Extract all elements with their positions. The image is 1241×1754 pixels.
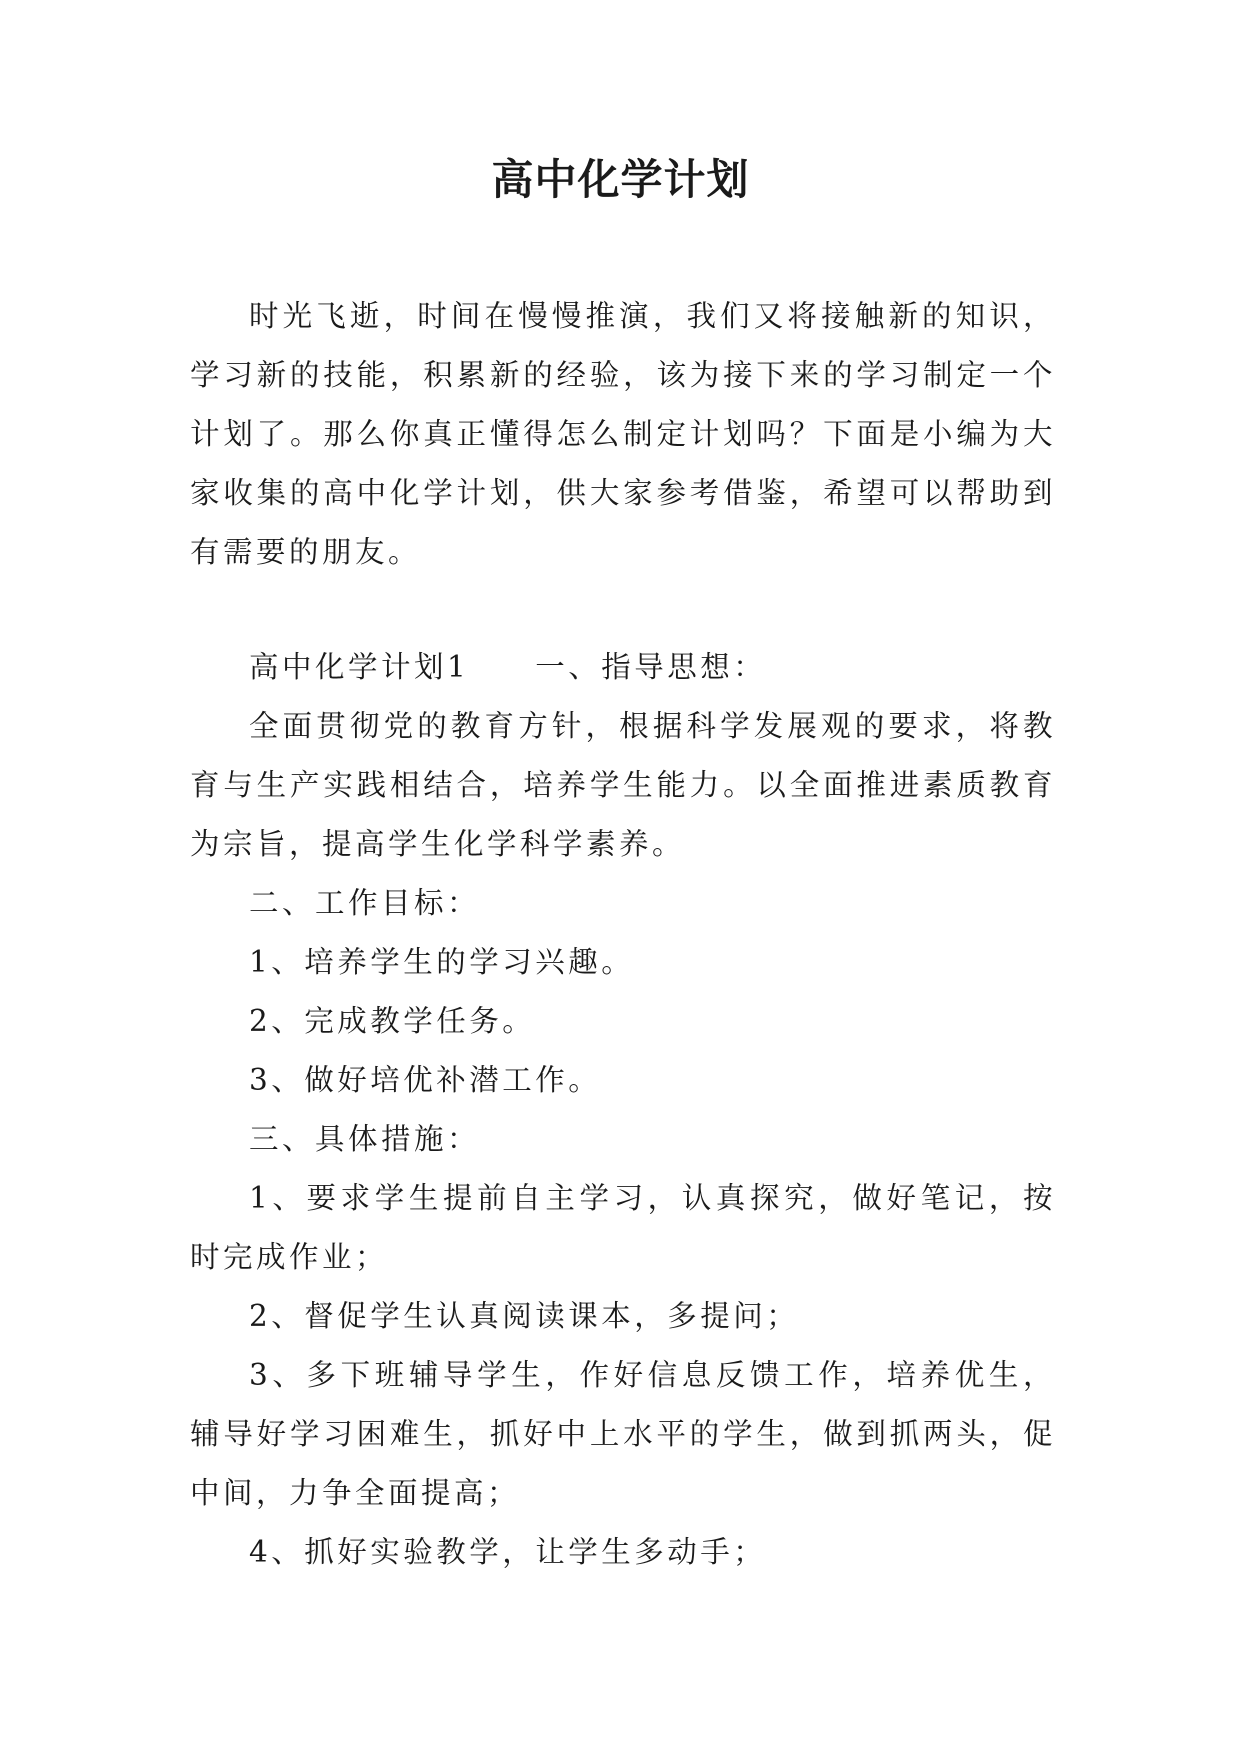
plan-section bbox=[190, 638, 1056, 1582]
section-heading-guiding-thought: 高中化学计划1 一、指导思想： bbox=[249, 650, 767, 684]
intro-section bbox=[190, 287, 1056, 582]
list-item: 3、做好培优补潜工作。 bbox=[249, 1063, 602, 1097]
list-item: 3、多下班辅导学生，作好信息反馈工作，培养优生，辅导好学习困难生，抓好中上水平的学生，做到抓两头，促中间，力争全面提高； bbox=[190, 1358, 1056, 1510]
list-item: 4、抓好实验教学，让学生多动手； bbox=[249, 1535, 767, 1569]
list-item: 2、完成教学任务。 bbox=[249, 1004, 536, 1038]
section-heading-measures: 三、具体措施： bbox=[249, 1122, 481, 1156]
list-item: 2、督促学生认真阅读课本，多提问； bbox=[249, 1299, 800, 1333]
intro-paragraph: 时光飞逝，时间在慢慢推演，我们又将接触新的知识，学习新的技能，积累新的经验，该为接下来的学习制定一个计划了。那么你真正懂得怎么制定计划吗？下面是小编为大家收集的高中化学计划，供大家参考借鉴，希望可以帮助到有需要的朋友。 bbox=[190, 299, 1056, 569]
body-paragraph: 全面贯彻党的教育方针，根据科学发展观的要求，将教育与生产实践相结合，培养学生能力。以全面推进素质教育为宗旨，提高学生化学科学素养。 bbox=[190, 709, 1056, 861]
section-heading-goals: 二、工作目标： bbox=[249, 886, 481, 920]
list-item: 1、要求学生提前自主学习，认真探究，做好笔记，按时完成作业； bbox=[190, 1181, 1056, 1274]
document-title: 高中化学计划 bbox=[491, 155, 750, 204]
list-item: 1、培养学生的学习兴趣。 bbox=[249, 945, 635, 979]
